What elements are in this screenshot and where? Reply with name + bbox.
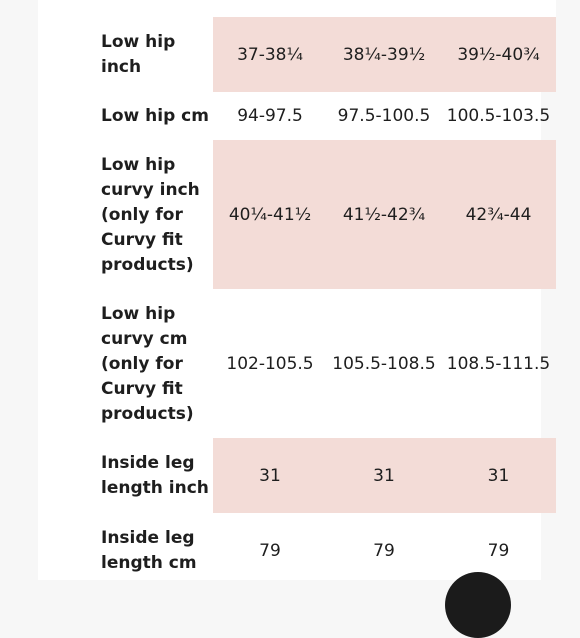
floating-action-button[interactable]: [445, 572, 511, 638]
table-cell: 39½-40¾: [457, 44, 540, 65]
row-values: [213, 513, 556, 588]
table-cell: 31: [373, 465, 395, 486]
table-cell: 40¼-41½: [228, 204, 312, 225]
size-chart-sheet: [38, 0, 551, 580]
table-cell: 37-38¼: [237, 44, 303, 65]
table-cell: 42¾-44: [465, 204, 532, 225]
row-label: Low hip curvy inch (only for Curvy fit products): [101, 155, 200, 275]
row-values: [213, 438, 556, 513]
row-values: [213, 289, 556, 438]
table-row: [93, 438, 556, 513]
cut-off-label-cell: [93, 0, 213, 17]
table-cell: 94-97.5: [237, 106, 303, 126]
row-values: [213, 17, 556, 92]
table-row: [93, 289, 556, 438]
table-cell: 97.5-100.5: [337, 106, 431, 126]
cut-off-values: [213, 0, 556, 17]
table-cell: 79: [487, 540, 510, 561]
table-cell: 31: [487, 465, 510, 486]
table-cell: 31: [259, 465, 281, 486]
table-row: [93, 140, 556, 289]
row-label: Low hip cm: [101, 106, 209, 126]
row-label: Low hip curvy cm (only for Curvy fit products): [101, 304, 194, 424]
row-values: [213, 140, 556, 289]
table-cell: 79: [259, 540, 281, 561]
table-cell: 100.5-103.5: [446, 106, 551, 126]
table-cell: 102-105.5: [226, 353, 314, 374]
table-cell: 41½-42¾: [342, 204, 426, 225]
table-cell: 108.5-111.5: [446, 353, 551, 374]
row-label: Low hip inch: [101, 32, 176, 77]
table-row: [93, 92, 556, 140]
table-cell: 79: [373, 540, 395, 561]
row-values: [213, 92, 556, 140]
table-cell: 105.5-108.5: [332, 353, 436, 374]
row-label: Inside leg length inch: [101, 453, 209, 498]
row-label: Inside leg length cm: [101, 528, 197, 573]
table-cell: 38¼-39½: [342, 44, 426, 65]
table-row-cut-off: [93, 0, 556, 17]
table-row: [93, 17, 556, 92]
